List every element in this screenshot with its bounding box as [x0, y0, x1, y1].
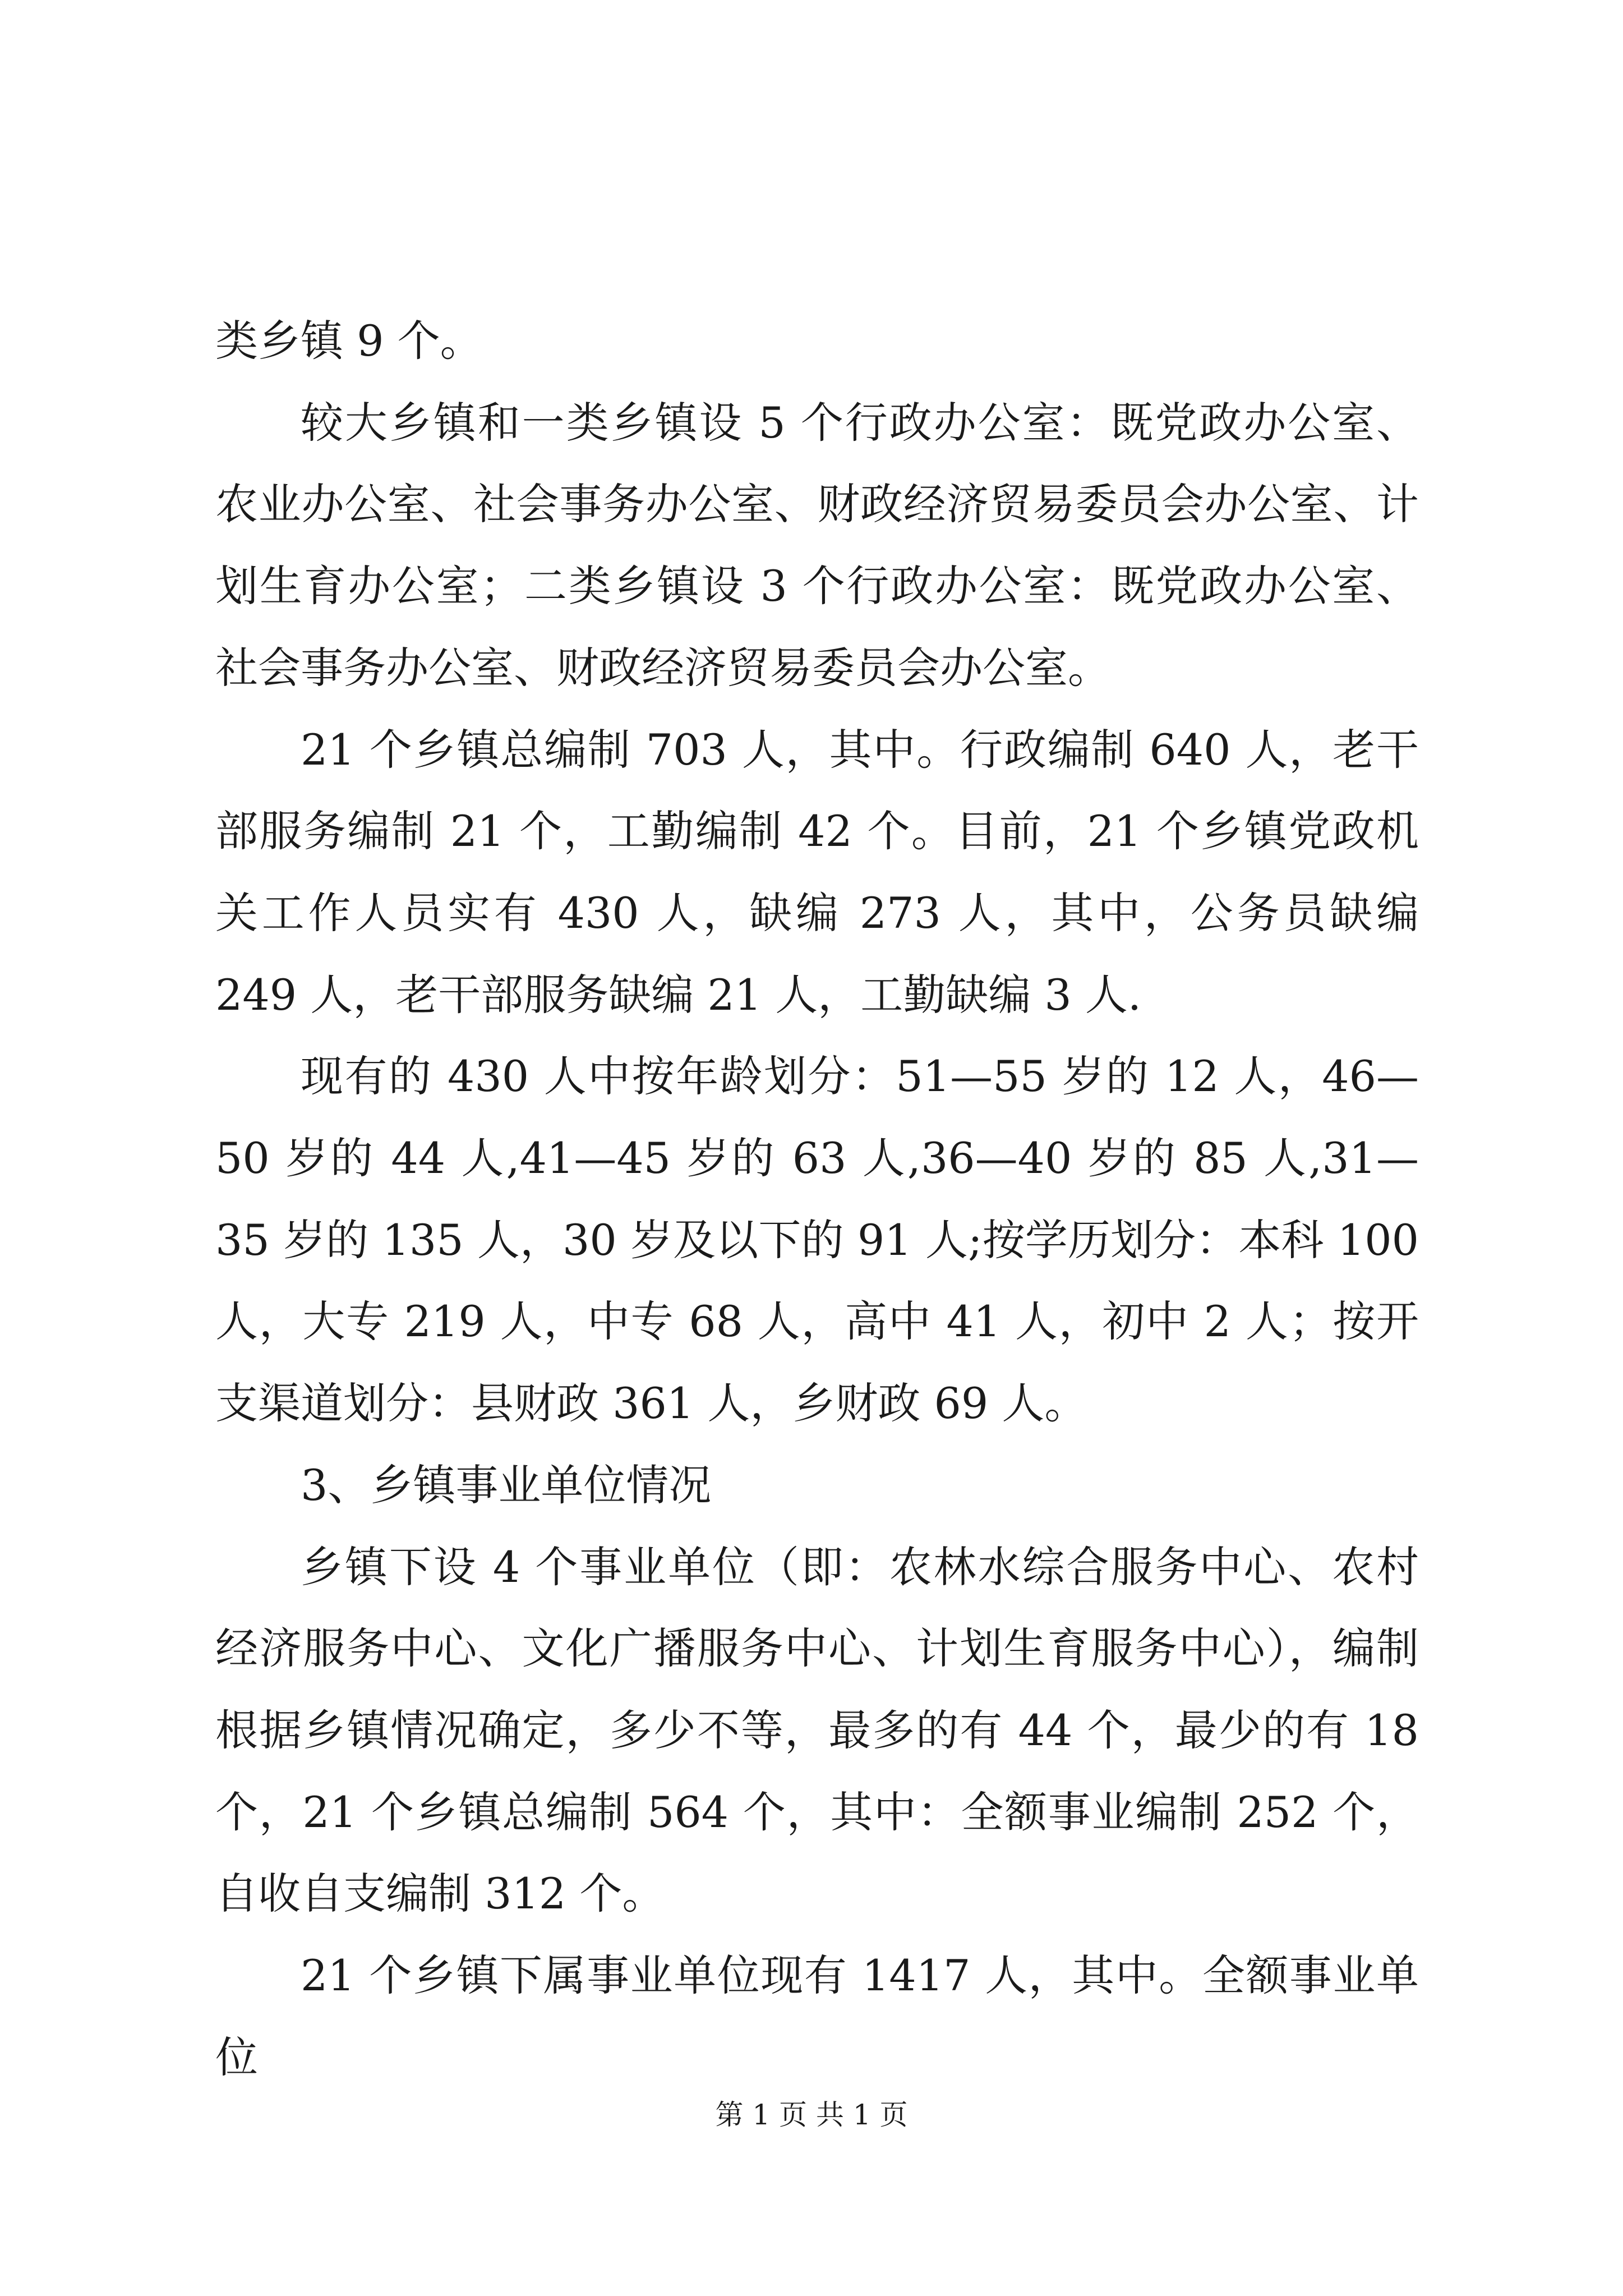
paragraph-1: 类乡镇 9 个。 — [215, 316, 483, 366]
page-footer: 第 1 页 共 1 页 — [715, 2099, 908, 2131]
paragraph-6: 乡镇下设 4 个事业单位（即：农林水综合服务中心、农村经济服务中心、文化广播服务中心、计划生育服务中心），编制根据乡镇情况确定，多少不等，最多的有 44 个，最少的有 18 个，21 个乡镇总编制 564 个，其中：全额事业编制 252 个，自收自支编制 312 个。 — [215, 1542, 1419, 1919]
document-body — [215, 300, 1419, 2098]
paragraph-3: 21 个乡镇总编制 703 人，其中。行政编制 640 人，老干部服务编制 21 个，工勤编制 42 个。目前，21 个乡镇党政机关工作人员实有 430 人，缺编 273 人，其中，公务员缺编 249 人，老干部服务缺编 21 人，工勤缺编 3 人. — [215, 724, 1419, 1020]
paragraph-2: 较大乡镇和一类乡镇设 5 个行政办公室：既党政办公室、农业办公室、社会事务办公室、财政经济贸易委员会办公室、计划生育办公室；二类乡镇设 3 个行政办公室：既党政办公室、社会事务办公室、财政经济贸易委员会办公室。 — [215, 397, 1419, 693]
paragraph-4: 现有的 430 人中按年龄划分：51—55 岁的 12 人，46—50 岁的 44 人,41—45 岁的 63 人,36—40 岁的 85 人,31—35 岁的 135 人，30 岁及以下的 91 人;按学历划分：本科 100 人，大专 219 人，中专 68 人，高中 41 人，初中 2 人；按开支渠道划分：县财政 361 人，乡财政 69 人。 — [215, 1051, 1419, 1429]
section-heading: 3、乡镇事业单位情况 — [301, 1460, 712, 1510]
paragraph-7: 21 个乡镇下属事业单位现有 1417 人，其中。全额事业单位 — [215, 1950, 1419, 2082]
